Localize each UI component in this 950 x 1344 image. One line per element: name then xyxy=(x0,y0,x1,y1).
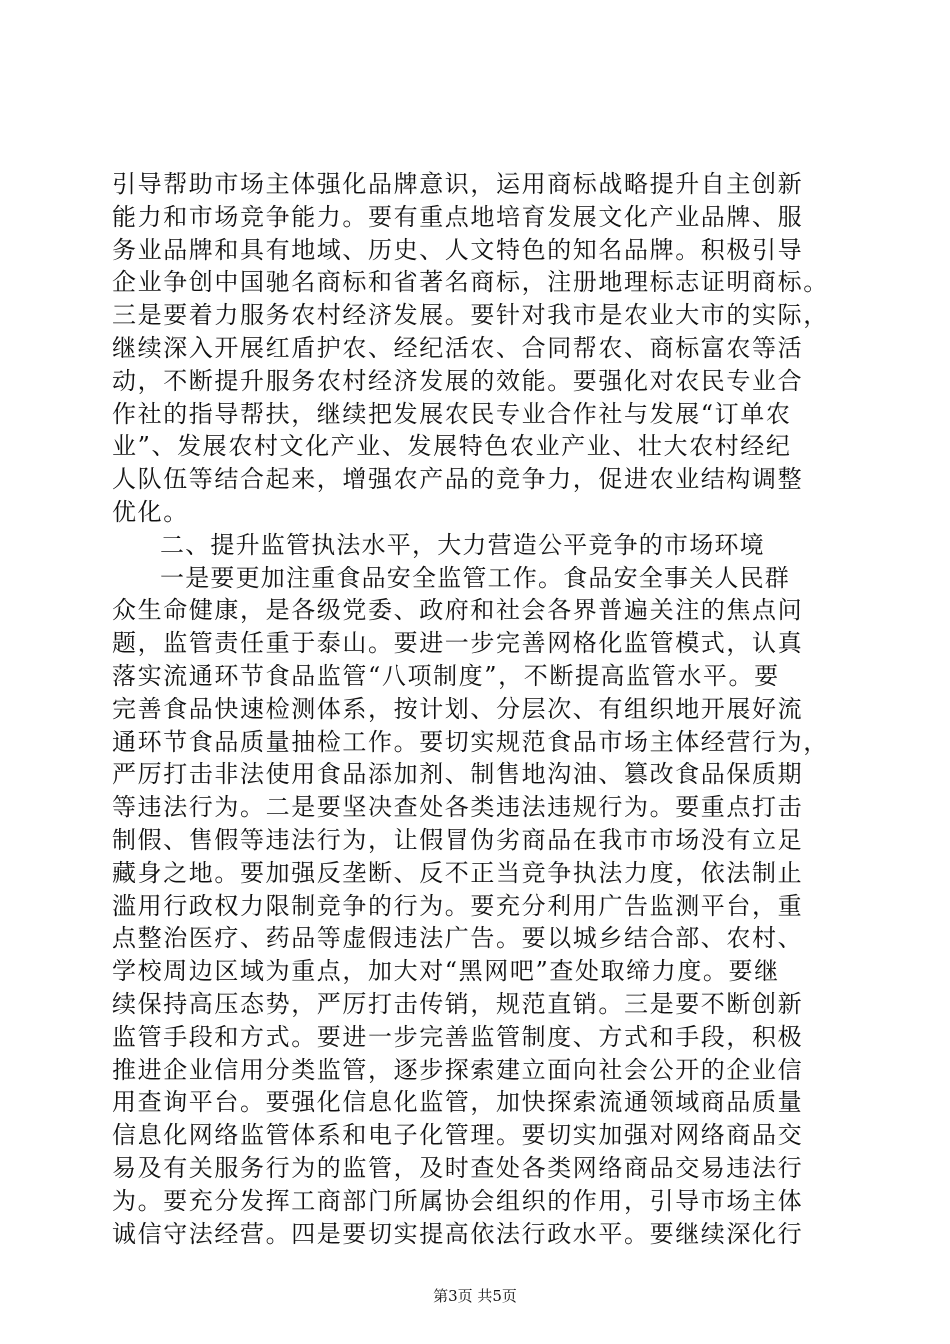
document-body xyxy=(112,168,848,1250)
text-line: 务业品牌和具有地域、历史、人文特色的知名品牌。积极引导 xyxy=(112,235,804,264)
section-heading: 二、提升监管执法水平，大力营造公平竞争的市场环境 xyxy=(160,530,765,559)
text-line: 用查询平台。要强化信息化监管，加快探索流通领域商品质量 xyxy=(112,1088,804,1117)
text-line: 优化。 xyxy=(112,497,189,526)
text-line: 监管手段和方式。要进一步完善监管制度、方式和手段，积极 xyxy=(112,1022,804,1051)
text-line: 推进企业信用分类监管，逐步探索建立面向社会公开的企业信 xyxy=(112,1055,804,1084)
text-line: 企业争创中国驰名商标和省著名商标，注册地理标志证明商标。 xyxy=(112,268,829,297)
text-line: 滥用行政权力限制竞争的行为。要充分利用广告监测平台，重 xyxy=(112,891,804,920)
text-line: 引导帮助市场主体强化品牌意识，运用商标战略提升自主创新 xyxy=(112,170,804,198)
text-line: 完善食品快速检测体系，按计划、分层次、有组织地开展好流 xyxy=(112,694,804,723)
text-line: 一是要更加注重食品安全监管工作。食品安全事关人民群 xyxy=(160,563,790,592)
text-line: 易及有关服务行为的监管，及时查处各类网络商品交易违法行 xyxy=(112,1153,804,1182)
text-line: 续保持高压态势，严厉打击传销，规范直销。三是要不断创新 xyxy=(112,989,804,1018)
text-line: 为。要充分发挥工商部门所属协会组织的作用，引导市场主体 xyxy=(112,1186,804,1215)
text-line: 点整治医疗、药品等虚假违法广告。要以城乡结合部、农村、 xyxy=(112,924,804,953)
text-line: 三是要着力服务农村经济发展。要针对我市是农业大市的实际， xyxy=(112,301,829,330)
text-line: 能力和市场竞争能力。要有重点地培育发展文化产业品牌、服 xyxy=(112,202,804,231)
text-line: 作社的指导帮扶，继续把发展农民专业合作社与发展“订单农 xyxy=(112,399,792,428)
text-line: 信息化网络监管体系和电子化管理。要切实加强对网络商品交 xyxy=(112,1121,804,1150)
text-line: 落实流通环节食品监管“八项制度”，不断提高监管水平。要 xyxy=(112,661,780,690)
text-line: 严厉打击非法使用食品添加剂、制售地沟油、篡改食品保质期 xyxy=(112,760,804,789)
text-line: 人队伍等结合起来，增强农产品的竞争力，促进农业结构调整 xyxy=(112,465,804,494)
text-line: 等违法行为。二是要坚决查处各类违法违规行为。要重点打击 xyxy=(112,793,804,822)
text-line: 众生命健康，是各级党委、政府和社会各界普遍关注的焦点问 xyxy=(112,596,804,625)
text-line: 动，不断提升服务农村经济发展的效能。要强化对农民专业合 xyxy=(112,366,804,395)
text-line: 诚信守法经营。四是要切实提高依法行政水平。要继续深化行 xyxy=(112,1219,804,1248)
page-number-footer: 第3页 共5页 xyxy=(433,1287,517,1305)
text-line: 制假、售假等违法行为，让假冒伪劣商品在我市市场没有立足 xyxy=(112,825,804,854)
text-line: 通环节食品质量抽检工作。要切实规范食品市场主体经营行为， xyxy=(112,727,829,756)
text-line: 题，监管责任重于泰山。要进一步完善网格化监管模式，认真 xyxy=(112,629,804,658)
text-line: 继续深入开展红盾护农、经纪活农、合同帮农、商标富农等活 xyxy=(112,333,804,362)
text-line: 藏身之地。要加强反垄断、反不正当竞争执法力度，依法制止 xyxy=(112,858,804,887)
text-line: 学校周边区域为重点，加大对“黑网吧”查处取缔力度。要继 xyxy=(112,957,780,986)
text-line: 业”、发展农村文化产业、发展特色农业产业、壮大农村经纪 xyxy=(112,432,792,461)
